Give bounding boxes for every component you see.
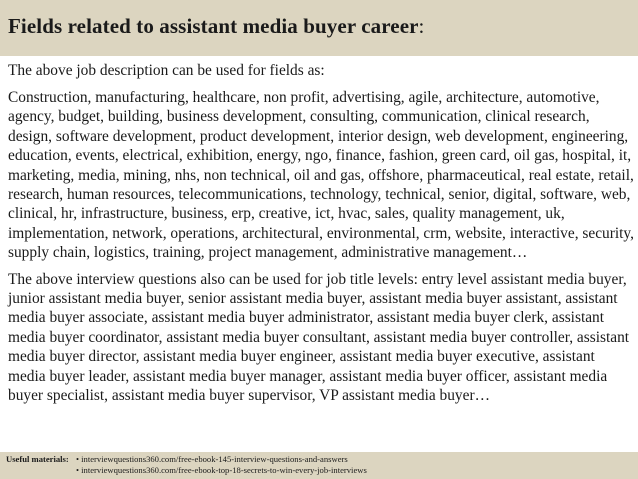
intro-text: The above job description can be used for fields as: xyxy=(8,62,325,79)
title-bar xyxy=(0,0,638,56)
job-levels-text: The above interview questions also can be used for job title levels: entry level assistant media buyer, junior assistant media buyer, senior assistant media buyer, assistant media buyer assistant, assistant media buyer associate, assistant media buyer administrator, assistant media buyer clerk, assistant media buyer coordinator, assistant media buyer consultant, assistant media buyer controller, assistant media buyer director, assistant media buyer engineer, assistant media buyer executive, assistant media buyer leader, assistant media buyer manager, assistant media buyer officer, assistant media buyer specialist, assistant media buyer supervisor, VP assistant media buyer… xyxy=(8,270,630,405)
page-title: Fields related to assistant media buyer career xyxy=(8,14,419,38)
footer-link-ebook-145[interactable]: • interviewquestions360.com/free-ebook-145-interview-questions-and-answers xyxy=(76,454,348,464)
footer-link-ebook-top-18[interactable]: • interviewquestions360.com/free-ebook-top-18-secrets-to-win-every-job-interviews xyxy=(76,465,367,475)
footer-label: Useful materials: xyxy=(6,454,69,464)
fields-list: Construction, manufacturing, healthcare, non profit, advertising, agile, architecture, automotive, agency, budget, building, business development, consulting, communication, clinical research, design, software development, product development, interior design, web development, engineering, education, events, electrical, exhibition, energy, ngo, finance, fashion, green card, oil gas, hospital, it, marketing, media, mining, nhs, non technical, oil and gas, offshore, pharmaceutical, real estate, retail, research, human resources, telecommunications, technology, technical, senior, digital, software, web, clinical, hr, infrastructure, business, erp, creative, ict, hvac, sales, quality management, uk, implementation, network, operations, architectural, environmental, crm, website, interactive, security, supply chain, logistics, training, project management, administrative management… xyxy=(8,89,634,262)
footer-spacer xyxy=(6,465,76,476)
footer-row-2 xyxy=(6,465,638,476)
footer-row-1 xyxy=(6,454,638,465)
footer xyxy=(0,452,638,479)
title-colon: : xyxy=(418,14,425,38)
content-area xyxy=(8,61,634,406)
